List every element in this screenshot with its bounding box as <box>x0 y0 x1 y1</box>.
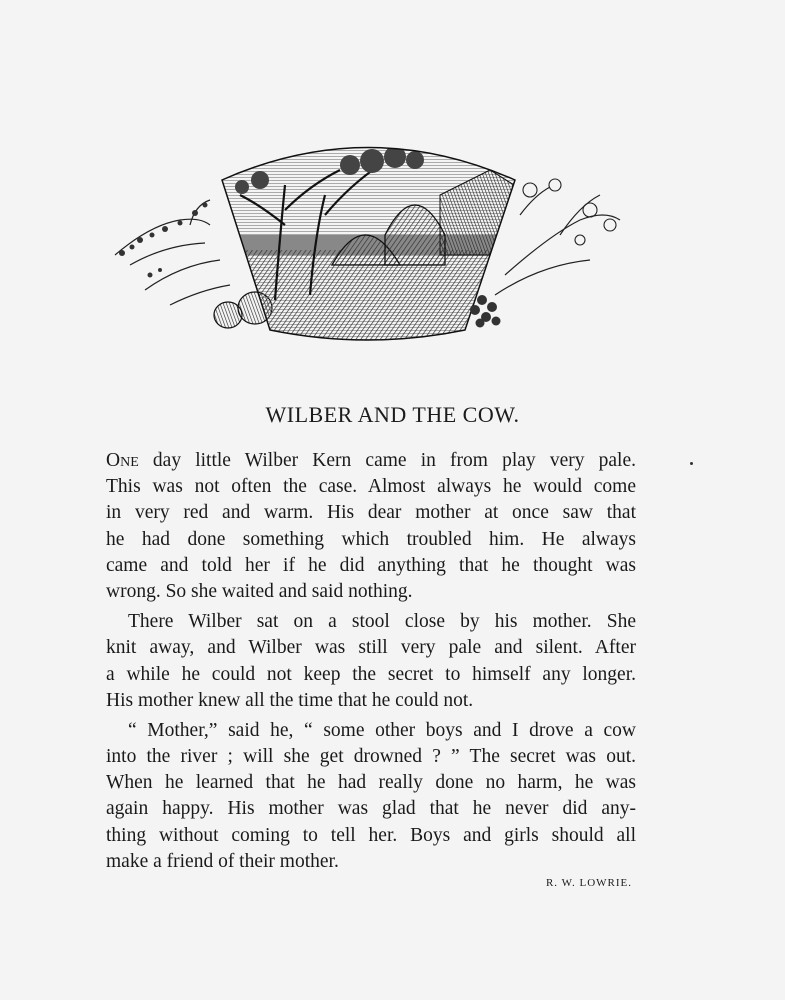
left-blossoms <box>119 203 208 278</box>
text-line: a while he could not keep the secret to himself any longer. <box>106 663 636 685</box>
text-line: thing without coming to tell her. Boys and girls should all <box>106 824 636 846</box>
left-foliage <box>115 200 230 305</box>
right-foliage <box>495 187 620 295</box>
text-line: make a friend of their mother. <box>106 850 339 872</box>
right-blossoms <box>523 179 616 245</box>
text-line: into the river ; will she get drowned ? ” The secret was out. <box>106 746 636 768</box>
paragraph-1 <box>106 448 636 605</box>
text-line: His mother knew all the time that he could not. <box>106 689 474 711</box>
text-line: came and told her if he did anything that he thought was <box>106 554 636 576</box>
text-line: knit away, and Wilber was still very pale and silent. After <box>106 637 636 659</box>
text-line: There Wilber sat on a stool close by his mother. She <box>128 611 636 633</box>
text-line: in very red and warm. His dear mother at once saw that <box>106 502 636 524</box>
drop-word: One <box>106 450 139 471</box>
paragraph-2 <box>106 609 636 714</box>
text-line: This was not often the case. Almost always he would come <box>106 476 636 498</box>
text-line: “ Mother,” said he, “ some other boys and I drove a cow <box>128 719 636 741</box>
text-line: he had done something which troubled him. He always <box>106 528 636 550</box>
paragraph-3 <box>106 718 636 875</box>
text-line: One day little Wilber Kern came in from play very pale. <box>106 450 636 471</box>
page-speck <box>690 462 693 465</box>
text-line: When he learned that he had really done no harm, he was <box>106 772 636 794</box>
farm-vignette-illustration <box>110 125 625 345</box>
story-body <box>106 448 636 875</box>
author-signature: R. W. LOWRIE. <box>545 877 632 889</box>
text-line: wrong. So she waited and said nothing. <box>106 580 413 602</box>
story-title: WILBER AND THE COW. <box>265 402 520 427</box>
text-line: again happy. His mother was glad that he never did any- <box>106 798 636 820</box>
